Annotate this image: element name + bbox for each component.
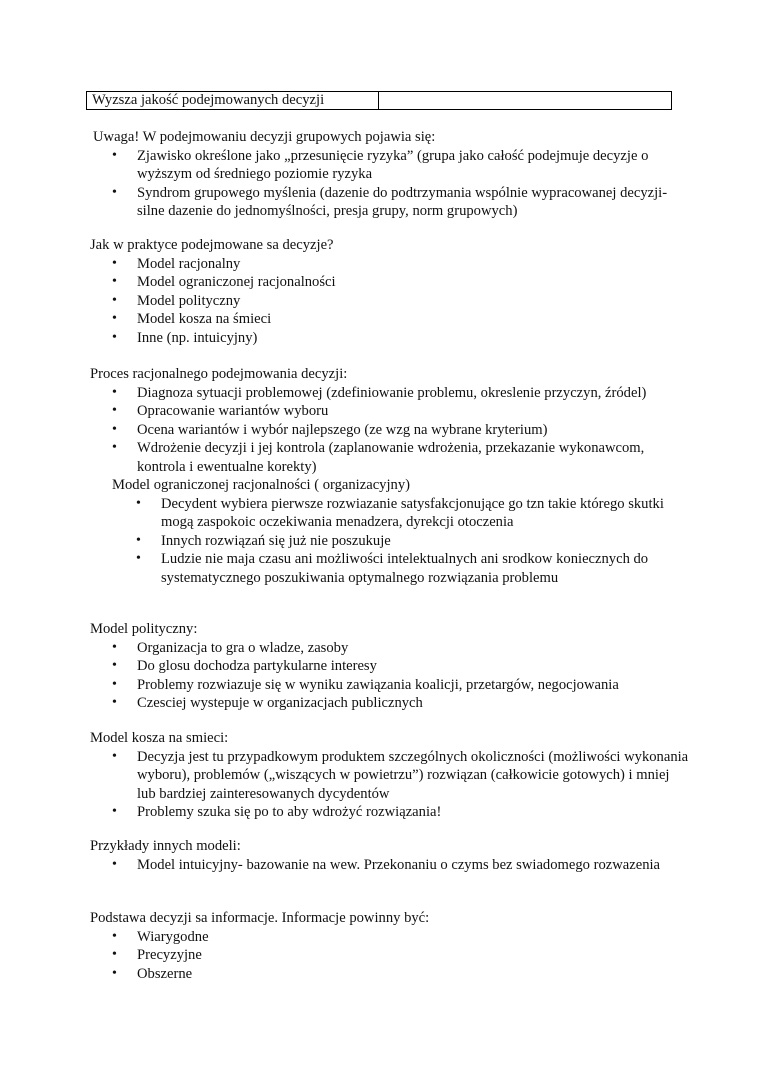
- list-item-text: Ludzie nie maja czasu ani możliwości intelektualnych ani srodkow koniecznych do systematycznego poszukiwania optymalnego rozwiązania problemu: [161, 551, 649, 586]
- list-item-text: Inne (np. intuicyjny): [137, 329, 258, 346]
- list-item: [112, 273, 690, 292]
- bullet-icon: •: [112, 748, 117, 764]
- bullet-icon: •: [112, 311, 117, 326]
- list-item: [136, 532, 690, 551]
- list-item: [112, 657, 690, 676]
- bullet-list: [136, 495, 690, 588]
- bullet-icon: •: [112, 384, 117, 400]
- section-heading: Model kosza na smieci:: [90, 730, 229, 746]
- bullet-icon: •: [112, 804, 117, 819]
- list-item: [112, 439, 690, 476]
- bullet-icon: •: [112, 928, 117, 944]
- list-item: [112, 421, 690, 440]
- other-models-section: [90, 837, 690, 874]
- garbage-can-section: [90, 729, 690, 822]
- list-item-text: Model kosza na śmieci: [137, 311, 272, 327]
- uwaga-section: [90, 128, 690, 221]
- list-item: [112, 748, 690, 804]
- list-item: [112, 402, 690, 421]
- list-item-text: Model polityczny: [137, 292, 241, 309]
- section-heading: Przykłady innych modeli:: [90, 838, 241, 854]
- bullet-icon: •: [112, 403, 117, 418]
- section-heading: Model polityczny:: [90, 621, 198, 637]
- bullet-icon: •: [136, 532, 141, 548]
- bullet-icon: •: [112, 676, 117, 692]
- list-item-text: Obszerne: [137, 965, 193, 982]
- list-item-text: Model ograniczonej racjonalności: [137, 274, 336, 290]
- bullet-list: [112, 748, 690, 822]
- list-item-text: Syndrom grupowego myślenia (dazenie do podtrzymania wspólnie wypracowanej decyzji- silne dazenie do jednomyślności, presja grupy, norm grupowych): [137, 184, 668, 219]
- bullet-icon: •: [136, 495, 141, 511]
- table-cell: Wyzsza jakość podejmowanych decyzji: [87, 92, 379, 110]
- bullet-icon: •: [112, 639, 117, 655]
- sub-heading: Model ograniczonej racjonalności ( organizacyjny): [112, 477, 410, 493]
- list-item-text: Wiarygodne: [137, 928, 209, 945]
- information-section: [90, 909, 690, 983]
- section-heading: Proces racjonalnego podejmowania decyzji:: [90, 366, 348, 382]
- list-item-text: Czesciej wystepuje w organizacjach publicznych: [137, 695, 423, 711]
- list-item-text: Organizacja to gra o wladze, zasoby: [137, 639, 349, 656]
- bullet-icon: •: [112, 658, 117, 673]
- list-item-text: Decydent wybiera pierwsze rozwiazanie satysfakcjonujące go tzn takie którego skutki mogą zaspokoic oczekiwania menadzera, dyrekcji otoczenia: [161, 495, 664, 530]
- bullet-icon: •: [112, 440, 117, 455]
- political-section: [90, 620, 690, 713]
- bullet-list: [112, 255, 690, 348]
- list-item: [112, 255, 690, 274]
- section-heading: Podstawa decyzji sa informacje. Informacje powinny być:: [90, 910, 430, 926]
- list-item-text: Opracowanie wariantów wyboru: [137, 403, 329, 419]
- list-item: [136, 495, 690, 532]
- bullet-icon: •: [112, 421, 117, 437]
- list-item-text: Ocena wariantów i wybór najlepszego (ze wzg na wybrane kryterium): [137, 421, 548, 438]
- bullet-icon: •: [112, 856, 117, 872]
- bullet-icon: •: [112, 329, 117, 345]
- list-item: [112, 946, 690, 965]
- bullet-list: [112, 639, 690, 713]
- list-item-text: Decyzja jest tu przypadkowym produktem szczególnych okoliczności (możliwości wykonania wyboru), problemów („wiszących w powietrzu”) rozwiązan (całkowicie gotowych) i mniej lub bardziej zainteresowanych dycydentów: [137, 748, 689, 802]
- list-item-text: Model racjonalny: [137, 255, 241, 272]
- list-item: [112, 310, 690, 329]
- list-item: [112, 292, 690, 311]
- list-item-text: Precyzyjne: [137, 947, 202, 963]
- bullet-icon: •: [112, 292, 117, 308]
- list-item: [112, 329, 690, 348]
- list-item: [112, 676, 690, 695]
- bullet-icon: •: [112, 147, 117, 163]
- bullet-icon: •: [112, 184, 117, 200]
- list-item: [112, 856, 690, 875]
- list-item: [112, 928, 690, 947]
- list-item-text: Wdrożenie decyzji i jej kontrola (zaplanowanie wdrożenia, przekazanie wykonawcom, kontrola i ewentualne korekty): [137, 440, 645, 475]
- decision-table: [86, 91, 672, 110]
- table-row: [87, 92, 672, 110]
- list-item: [112, 384, 690, 403]
- section-heading: Jak w praktyce podejmowane sa decyzje?: [90, 237, 334, 253]
- bullet-list: [112, 856, 690, 875]
- table-cell: [379, 92, 672, 110]
- bullet-list: [112, 928, 690, 984]
- practice-section: [90, 236, 690, 347]
- section-heading: Uwaga! W podejmowaniu decyzji grupowych pojawia się:: [93, 129, 436, 145]
- list-item: [112, 147, 690, 184]
- bullet-list: [112, 147, 690, 221]
- list-item: [112, 803, 690, 822]
- list-item: [136, 550, 690, 587]
- list-item: [112, 184, 690, 221]
- bullet-icon: •: [112, 255, 117, 271]
- list-item: [112, 965, 690, 984]
- bullet-icon: •: [112, 947, 117, 962]
- bullet-list: [112, 384, 690, 477]
- list-item-text: Model intuicyjny- bazowanie na wew. Przekonaniu o czyms bez swiadomego rozwazenia: [137, 856, 661, 873]
- list-item: [112, 639, 690, 658]
- list-item-text: Problemy rozwiazuje się w wyniku zawiązania koalicji, przetargów, negocjowania: [137, 676, 619, 693]
- list-item-text: Diagnoza sytuacji problemowej (zdefiniowanie problemu, okreslenie przyczyn, źródel): [137, 384, 647, 401]
- list-item-text: Innych rozwiązań się już nie poszukuje: [161, 532, 391, 549]
- bullet-icon: •: [112, 965, 117, 981]
- bullet-icon: •: [136, 551, 141, 566]
- rational-section: [90, 365, 690, 587]
- list-item-text: Do glosu dochodza partykularne interesy: [137, 658, 377, 674]
- list-item: [112, 694, 690, 713]
- bullet-icon: •: [112, 695, 117, 710]
- list-item-text: Zjawisko określone jako „przesunięcie ryzyka” (grupa jako całość podejmuje decyzje o wyższym od średniego poziomie ryzyka: [137, 147, 649, 182]
- list-item-text: Problemy szuka się po to aby wdrożyć rozwiązania!: [137, 804, 442, 820]
- bullet-icon: •: [112, 274, 117, 289]
